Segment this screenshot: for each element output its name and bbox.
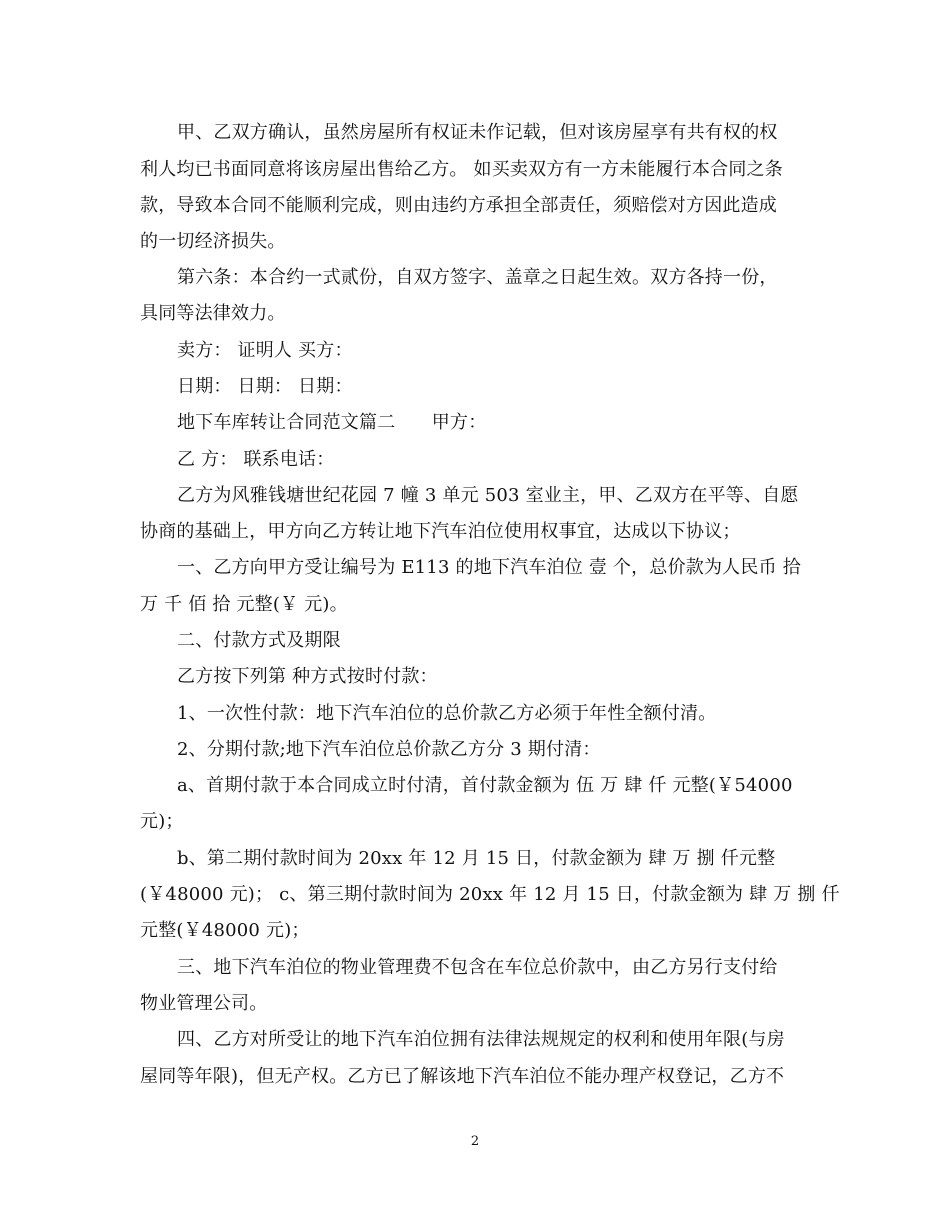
page-number: 2 bbox=[470, 1134, 480, 1149]
signature-parties-line: 卖方： 证明人 买方： bbox=[177, 340, 353, 361]
paragraph-line: 款，导致本合同不能顺利完成，则由违约方承担全部责任，须赔偿对方因此造成 bbox=[140, 195, 777, 216]
list-item: 2、分期付款;地下汽车泊位总价款乙方分 3 期付清： bbox=[177, 739, 601, 760]
paragraph-line: 乙方为风雅钱塘世纪花园 7 幢 3 单元 503 室业主，甲、乙双方在平等、自愿 bbox=[177, 485, 799, 506]
payment-line: a、首期付款于本合同成立时付清，首付款金额为 伍 万 肆 仟 元整(￥54000 bbox=[177, 775, 793, 796]
clause-heading: 二、付款方式及期限 bbox=[177, 630, 341, 651]
paragraph-line: 乙方按下列第 种方式按时付款： bbox=[177, 666, 438, 687]
clause-line: 物业管理公司。 bbox=[140, 993, 268, 1014]
party-contact-line: 乙 方： 联系电话： bbox=[177, 449, 335, 470]
paragraph-line: 第六条：本合约一式贰份，自双方签字、盖章之日起生效。双方各持一份， bbox=[177, 267, 778, 288]
payment-line: 元)； bbox=[140, 811, 184, 832]
clause-line: 四、乙方对所受让的地下汽车泊位拥有法律法规规定的权利和使用年限(与房 bbox=[177, 1029, 785, 1050]
paragraph-line: 的一切经济损失。 bbox=[140, 231, 286, 252]
clause-line: 万 千 佰 拾 元整(￥ 元)。 bbox=[140, 594, 348, 615]
clause-line: 屋同等年限)，但无产权。乙方已了解该地下汽车泊位不能办理产权登记，乙方不 bbox=[140, 1066, 785, 1087]
paragraph-line: 协商的基础上，甲方向乙方转让地下汽车泊位使用权事宜，达成以下协议； bbox=[140, 521, 741, 542]
clause-line: 三、地下汽车泊位的物业管理费不包含在车位总价款中，由乙方另行支付给 bbox=[177, 957, 778, 978]
payment-line: 元整(￥48000 元)； bbox=[140, 920, 310, 941]
list-item: 1、一次性付款：地下汽车泊位的总价款乙方必须于年性全额付清。 bbox=[177, 703, 717, 724]
payment-line: (￥48000 元)； c、第三期付款时间为 20xx 年 12 月 15 日，付款金额为 肆 万 捌 仟 bbox=[140, 884, 840, 905]
payment-line: b、第二期付款时间为 20xx 年 12 月 15 日，付款金额为 肆 万 捌 仟元整 bbox=[177, 848, 776, 869]
paragraph-line: 利人均已书面同意将该房屋出售给乙方。 如买卖双方有一方未能履行本合同之条 bbox=[140, 159, 783, 180]
paragraph-line: 甲、乙双方确认，虽然房屋所有权证未作记载，但对该房屋享有共有权的权 bbox=[177, 122, 778, 143]
section-title-line: 地下车库转让合同范文篇二 甲方： bbox=[177, 412, 487, 433]
signature-dates-line: 日期： 日期： 日期： bbox=[177, 376, 353, 397]
paragraph-line: 具同等法律效力。 bbox=[140, 303, 286, 324]
clause-line: 一、乙方向甲方受让编号为 E113 的地下汽车泊位 壹 个，总价款为人民币 拾 bbox=[177, 557, 801, 578]
